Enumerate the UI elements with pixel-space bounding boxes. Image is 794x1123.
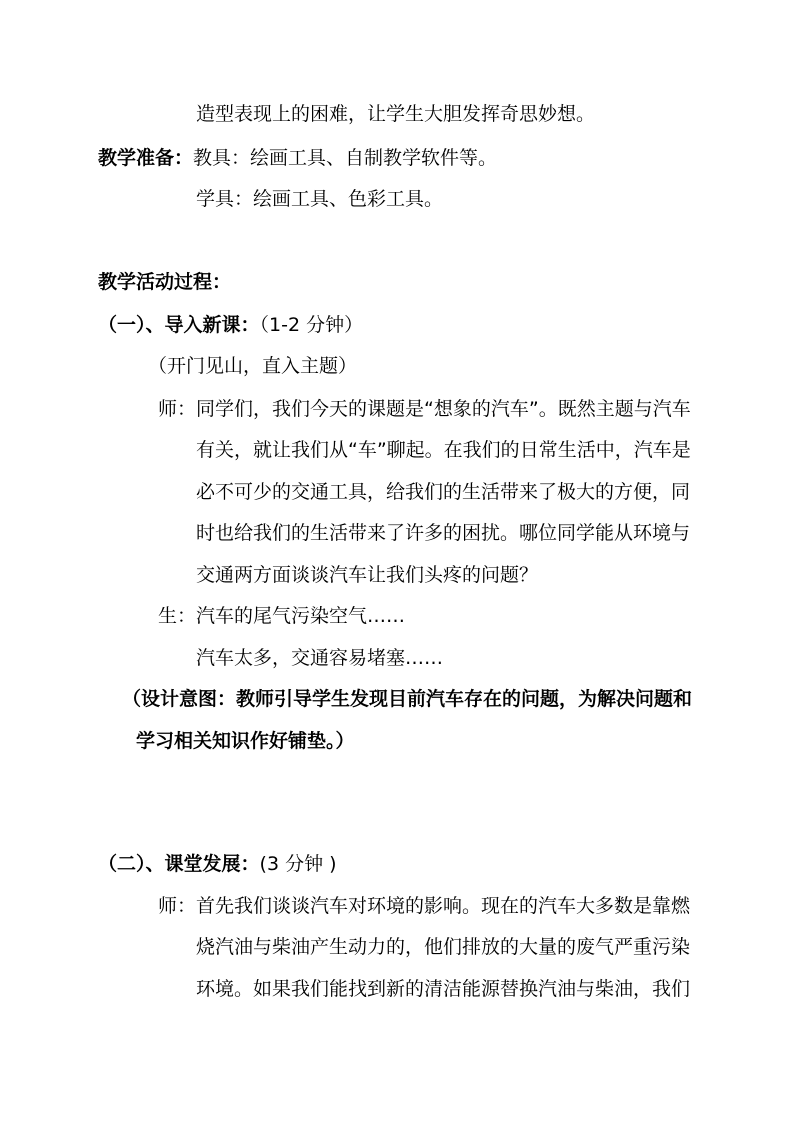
text-line: 造型表现上的困难，让学生大胆发挥奇思妙想。 (196, 103, 596, 125)
teacher-line: 师：首先我们谈谈汽车对环境的影响。现在的汽车大多数是靠燃 (158, 895, 691, 917)
teacher-line: 环境。如果我们能找到新的清洁能源替换汽油与柴油，我们 (196, 978, 691, 1000)
teacher-line: 交通两方面谈谈汽车让我们头疼的问题？ (196, 564, 539, 586)
section-1-time: （1-2 分钟） (259, 314, 364, 336)
teacher-line: 有关，就让我们从“车”聊起。在我们的日常生活中，汽车是 (196, 439, 691, 461)
design-intent: （设计意图：教师引导学生发现目前汽车存在的问题，为解决问题和 (122, 688, 693, 710)
prep-teacher: 教具：绘画工具、自制教学软件等。 (193, 147, 498, 169)
student-line: 生：汽车的尾气污染空气…… (158, 605, 406, 627)
prep-row (98, 146, 497, 170)
section-1-note: （开门见山，直入主题） (148, 355, 358, 377)
section-1-title: 导入新课： (164, 314, 260, 336)
section-2-heading (98, 852, 337, 876)
section-2-number: （二）、 (98, 853, 165, 875)
teacher-line: 师：同学们，我们今天的课题是“想象的汽车”。既然主题与汽车 (158, 398, 691, 420)
design-intent: 学习相关知识作好铺垫。） (136, 730, 355, 752)
section-1-heading (98, 313, 363, 337)
section-2-time: (3 分钟 ) (259, 853, 337, 875)
teacher-line: 烧汽油与柴油产生动力的，他们排放的大量的废气严重污染 (196, 936, 691, 958)
teacher-line: 时也给我们的生活带来了许多的困扰。哪位同学能从环境与 (196, 522, 691, 544)
teacher-line: 必不可少的交通工具，给我们的生活带来了极大的方便，同 (196, 481, 691, 503)
prep-student: 学具：绘画工具、色彩工具。 (196, 188, 444, 210)
prep-label: 教学准备： (98, 147, 194, 169)
process-title: 教学活动过程： (98, 271, 232, 293)
student-line: 汽车太多，交通容易堵塞…… (196, 647, 444, 669)
section-1-number: （一）、 (98, 314, 165, 336)
section-2-title: 课堂发展： (164, 853, 260, 875)
